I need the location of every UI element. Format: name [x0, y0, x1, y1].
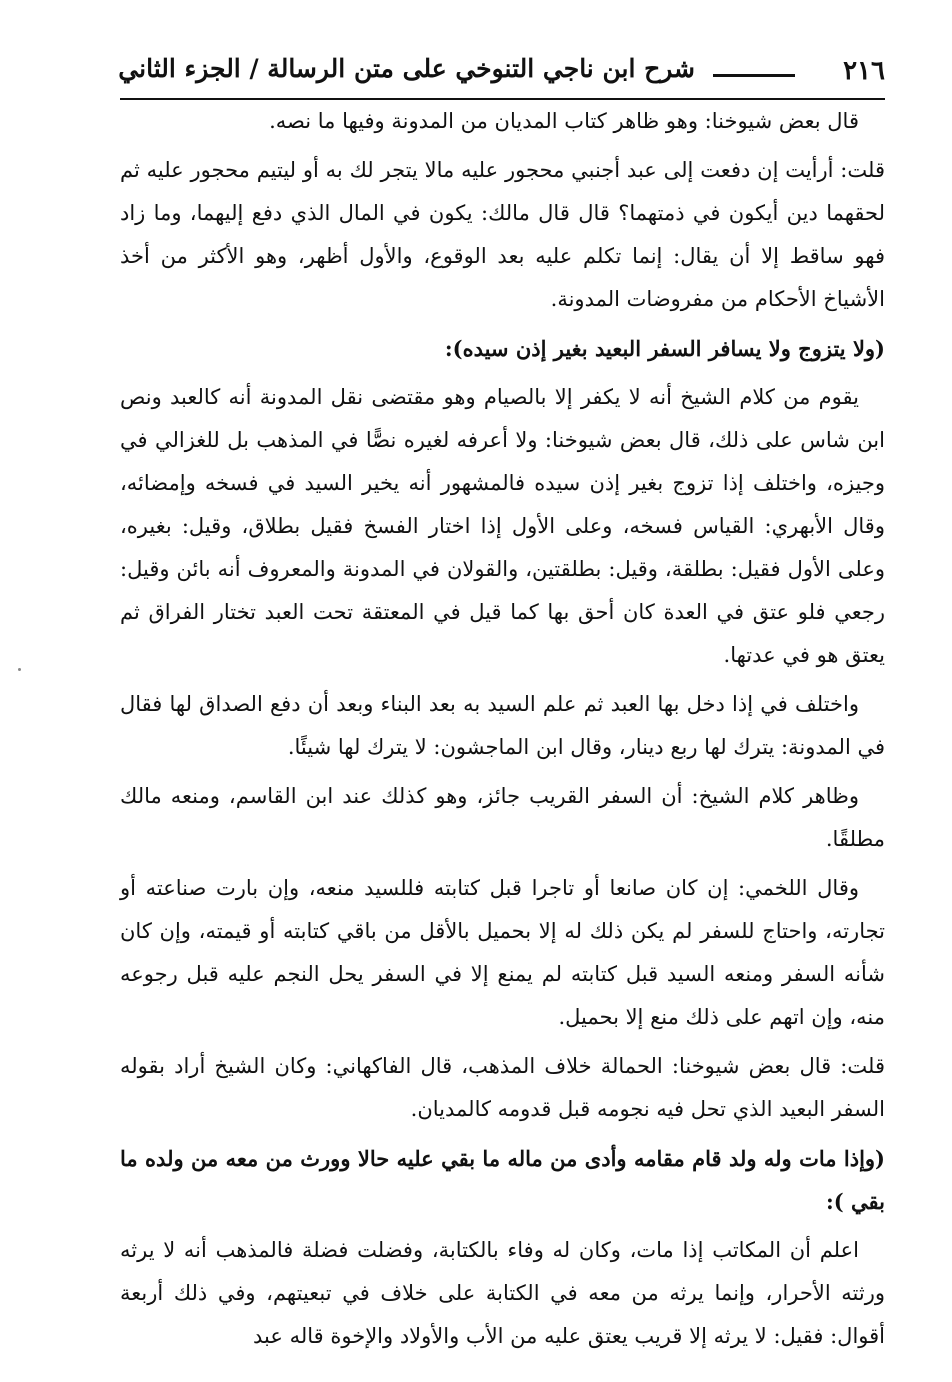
matn-heading-death: (وإذا مات وله ولد قام مقامه وأدى من ماله ما بقي عليه حالا وورث من معه من ولده ما بقي ):	[120, 1146, 885, 1214]
header-decorative-rule	[713, 74, 795, 77]
paragraph-qult-note: قلت: قال بعض شيوخنا: الحمالة خلاف المذهب، قال الفاكهاني: وكان الشيخ أراد بقوله السفر البعيد الذي تحل فيه نجومه قبل قدومه كالمديان.	[120, 1054, 885, 1121]
paragraph-commentary: وقال اللخمي: إن كان صانعا أو تاجرا قبل كتابته فللسيد منعه، وإن بارت صناعته أو تجارته، واحتاج للسفر لم يكن ذلك له إلا بحميل بالأقل من باقي كتابته أو قيمته، وإن كان شأنه السفر ومنعه السيد قبل كتابته لم يمنع إلا في السفر يحل النجم عليه قبل رجوعه منه، وإن اتهم على ذلك منع إلا بحميل.	[120, 876, 885, 1029]
scan-speck	[18, 668, 21, 671]
paragraph-commentary: اعلم أن المكاتب إذا مات، وكان له وفاء بالكتابة، وفضلت فضلة فالمذهب أنه لا يرثه ورثته الأحرار، وإنما يرثه من معه في الكتابة على خلاف في تبعيتهم، وفي ذلك أربعة أقوال: فقيل: لا يرثه إلا قريب يعتق عليه من الأب والأولاد والإخوة قاله عبد	[120, 1238, 885, 1348]
paragraph-commentary: واختلف في إذا دخل بها العبد ثم علم السيد به بعد البناء وبعد أن دفع الصداق لها فقال في المدونة: يترك لها ربع دينار، وقال ابن الماجشون: لا يترك لها شيئًا.	[120, 692, 885, 759]
paragraph-commentary: وظاهر كلام الشيخ: أن السفر القريب جائز، وهو كذلك عند ابن القاسم، ومنعه مالك مطلقًا.	[120, 784, 885, 851]
paragraph-commentary: يقوم من كلام الشيخ أنه لا يكفر إلا بالصيام وهو مقتضى نقل المدونة أنه كالعبد ونص ابن شاس على ذلك، قال بعض شيوخنا: ولا أعرفه لغيره نصًّا في المذهب بل للغزالي في وجيزه، واختلف إذا تزوج بغير إذن سيده فالمشهور أنه يخير السيد في فسخه وإمضائه، وقال الأبهري: القياس فسخه، وعلى الأول إذا اختار الفسخ فقيل بطلاق، وقيل: بغيره، وعلى الأول فقيل: بطلقة، وقيل: بطلقتين، والقولان في المدونة والمعروف أنه بائن وقيل: رجعي فلو عتق في العدة كان أحق بها كما قيل في المعتقة تحت العبد تختار الفراق ثم يعتق هو في عدتها.	[120, 385, 885, 667]
matn-heading-marriage-travel: (ولا يتزوج ولا يسافر السفر البعيد بغير إذن سيده):	[444, 336, 885, 361]
paragraph-citation: قال بعض شيوخنا: وهو ظاهر كتاب المديان من المدونة وفيها ما نصه.	[269, 109, 859, 133]
page-header	[120, 52, 885, 100]
page-number: ٢١٦	[843, 56, 885, 86]
running-title: شرح ابن ناجي التنوخي على متن الرسالة / الجزء الثاني	[118, 54, 695, 83]
paragraph-qult-question: قلت: أرأيت إن دفعت إلى عبد أجنبي محجور عليه مالا يتجر لك به أو ليتيم محجور عليه ثم لحقهما دين أيكون في ذمتهما؟ قال قال مالك: يكون في المال الذي دفع إليهما، وما زاد فهو ساقط إلا أن يقال: إنما تكلم عليه بعد الوقوع، والأول أظهر، وهو الأكثر من أخذ الأشياخ الأحكام من مفروضات المدونة.	[120, 158, 885, 311]
page-body	[120, 100, 885, 1364]
